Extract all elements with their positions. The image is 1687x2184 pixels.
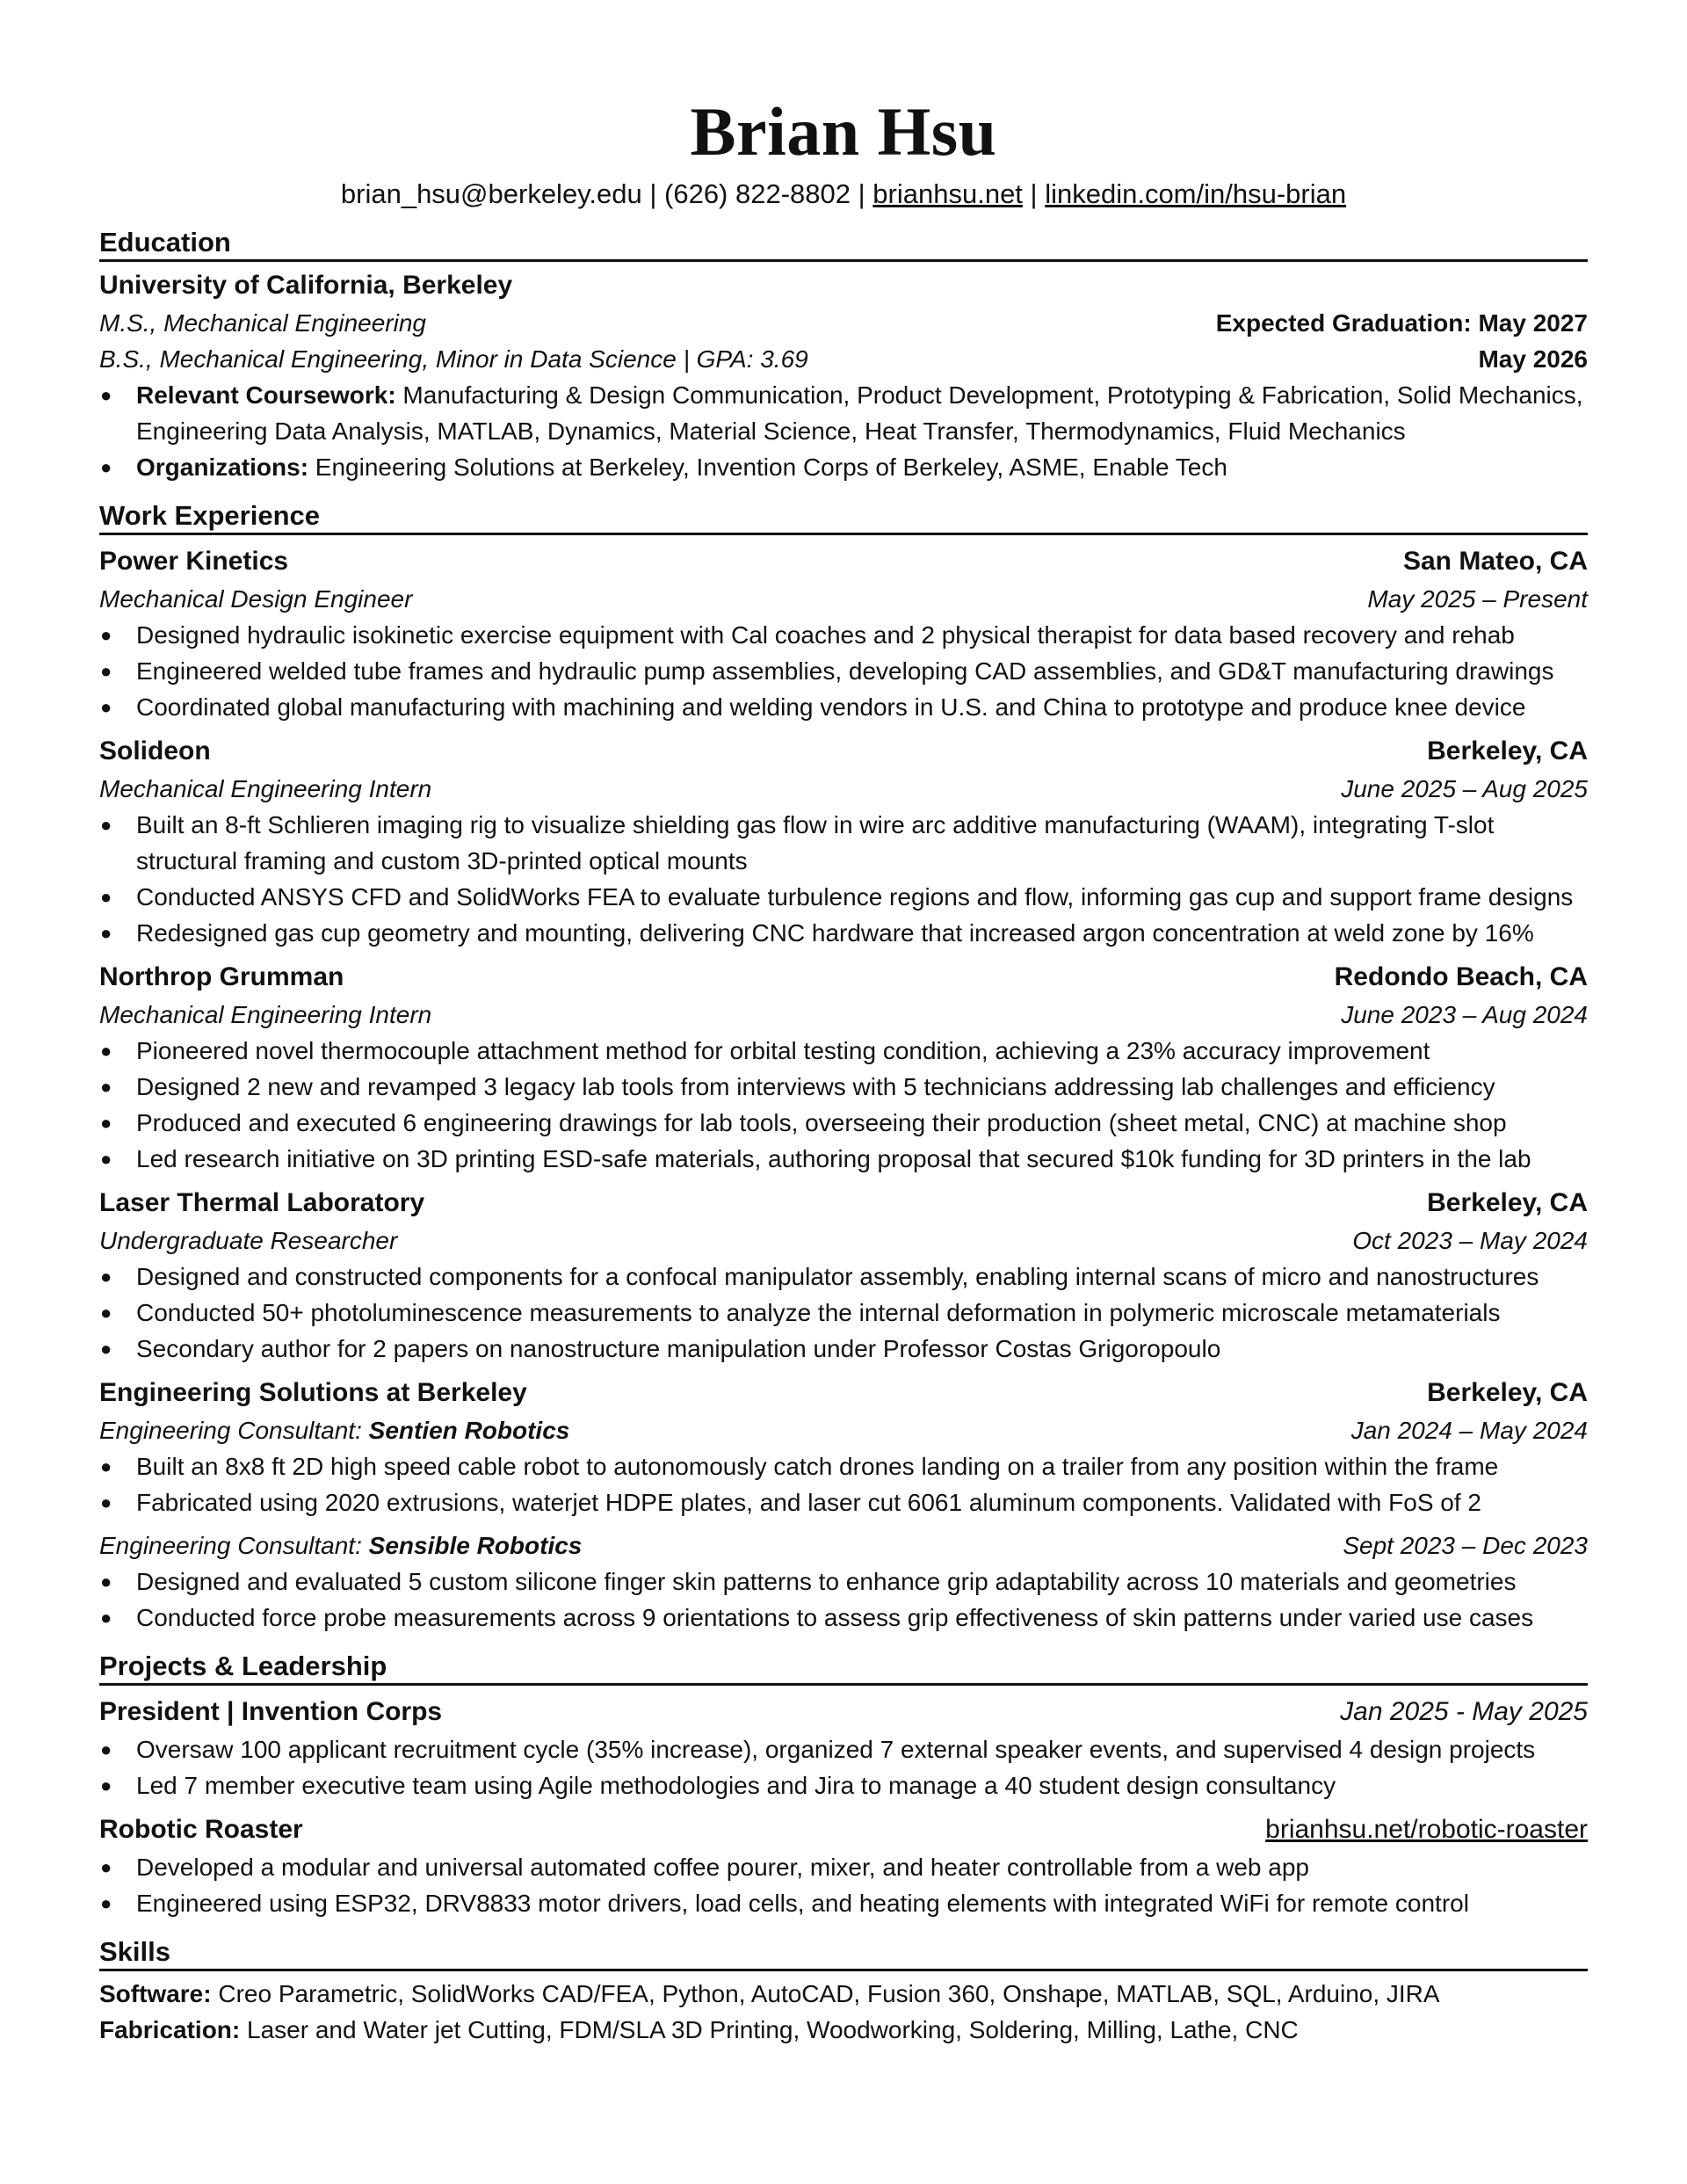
projects-section [99,1650,1588,1921]
project-name: Robotic Roaster [99,1815,303,1844]
job-role: Mechanical Engineering Intern [99,1001,432,1028]
job-entry-power-kinetics [99,542,1588,725]
company-name: Engineering Solutions at Berkeley [99,1378,527,1407]
list-item: ● Organizations: Engineering Solutions at Berkeley, Invention Corps of Berkeley, ASME, Enable Tech [99,449,1588,485]
list-item: ● Built an 8x8 ft 2D high speed cable robot to autonomously catch drones landing on a trailer from any position within the frame [99,1448,1588,1484]
list-item: ● Built an 8-ft Schlieren imaging rig to visualize shielding gas flow in wire arc additive manufacturing (WAAM), integrating T-slot structural framing and custom 3D-printed optical mounts [99,807,1588,879]
section-title-projects: Projects & Leadership [99,1650,1588,1686]
list-item: ● Led 7 member executive team using Agile methodologies and Jira to manage a 40 student design consultancy [99,1767,1588,1803]
project-link[interactable]: brianhsu.net/robotic-roaster [1265,1815,1588,1844]
degree-row [99,305,1588,341]
degree-ms: M.S., Mechanical Engineering [99,309,426,337]
job-entry-laser-thermal-lab [99,1184,1588,1367]
company-location: Berkeley, CA [1427,1188,1588,1217]
project-entry-invention-corps [99,1693,1588,1803]
list-item: ● Oversaw 100 applicant recruitment cycle (35% increase), organized 7 external speaker events, and supervised 4 design projects [99,1731,1588,1767]
list-item: ● Secondary author for 2 papers on nanostructure manipulation under Professor Costas Grigoropoulo [99,1331,1588,1367]
email-text: brian_hsu@berkeley.edu [340,178,642,209]
company-name: Solideon [99,736,211,765]
list-item: ● Fabricated using 2020 extrusions, waterjet HDPE plates, and laser cut 6061 aluminum components. Validated with FoS of 2 [99,1484,1588,1520]
degree-bs: B.S., Mechanical Engineering, Minor in Data Science | GPA: 3.69 [99,345,808,373]
list-item: ● Designed and constructed components for a confocal manipulator assembly, enabling internal scans of micro and nanostructures [99,1259,1588,1295]
work-section [99,499,1588,1636]
degree-ms-date: Expected Graduation: May 2027 [1215,309,1588,337]
company-name: Laser Thermal Laboratory [99,1188,425,1217]
candidate-name: Brian Hsu [690,93,997,170]
list-item: ● Engineered welded tube frames and hydraulic pump assemblies, developing CAD assemblies, and GD&T manufacturing drawings [99,653,1588,689]
project-name: President | Invention Corps [99,1697,443,1726]
job-role: Engineering Consultant: Sentien Robotics [99,1417,570,1444]
website-link[interactable]: brianhsu.net [872,178,1023,209]
list-item: ● Developed a modular and universal automated coffee pourer, mixer, and heater controllable from a web app [99,1849,1588,1885]
company-location: Redondo Beach, CA [1334,962,1588,991]
job-role: Mechanical Design Engineer [99,585,413,613]
skills-fabrication: Fabrication: Laser and Water jet Cutting, FDM/SLA 3D Printing, Woodworking, Soldering, Milling, Lathe, CNC [99,2016,1299,2043]
job-dates: June 2023 – Aug 2024 [1341,1001,1588,1028]
job-dates: June 2025 – Aug 2025 [1341,775,1588,802]
client-name: Sensible Robotics [368,1532,583,1559]
company-name: Northrop Grumman [99,962,344,991]
education-bullets [99,377,1588,485]
list-item: ● Designed 2 new and revamped 3 legacy lab tools from interviews with 5 technicians addressing lab challenges and efficiency [99,1069,1588,1105]
list-item: ● Designed hydraulic isokinetic exercise equipment with Cal coaches and 2 physical therapist for data based recovery and rehab [99,617,1588,653]
section-title-education: Education [99,226,1588,262]
project-entry-robotic-roaster [99,1810,1588,1921]
degree-row [99,341,1588,377]
education-section [99,226,1588,485]
phone-text: (626) 822-8802 [664,178,851,209]
linkedin-link[interactable]: linkedin.com/in/hsu-brian [1045,178,1347,209]
list-item: ● Conducted force probe measurements across 9 orientations to assess grip effectiveness of skin patterns under varied use cases [99,1600,1588,1636]
list-item: ● Coordinated global manufacturing with machining and welding vendors in U.S. and China to prototype and produce knee device [99,689,1588,725]
school-row [99,266,1588,305]
job-dates: May 2025 – Present [1367,585,1588,613]
list-item: ● Relevant Coursework: Manufacturing & Design Communication, Product Development, Prototyping & Fabrication, Solid Mechanics, Engineering Data Analysis, MATLAB, Dynamics, Material Science, Heat Transfer, Thermodynamics, Fluid Mechanics [99,377,1588,449]
list-item: ● Conducted 50+ photoluminescence measurements to analyze the internal deformation in polymeric microscale metamaterials [99,1295,1588,1331]
list-item: ● Designed and evaluated 5 custom silicone finger skin patterns to enhance grip adaptability across 10 materials and geometries [99,1564,1588,1600]
list-item: ● Engineered using ESP32, DRV8833 motor drivers, load cells, and heating elements with integrated WiFi for remote control [99,1885,1588,1921]
job-role: Mechanical Engineering Intern [99,775,432,802]
job-role: Engineering Consultant: Sensible Robotics [99,1532,583,1559]
job-dates: Jan 2024 – May 2024 [1350,1417,1588,1444]
job-role: Undergraduate Researcher [99,1227,398,1254]
company-location: Berkeley, CA [1427,736,1588,765]
company-location: Berkeley, CA [1427,1378,1588,1407]
degree-bs-date: May 2026 [1478,345,1588,373]
job-entry-engineering-solutions [99,1374,1588,1636]
list-item: ● Conducted ANSYS CFD and SolidWorks FEA to evaluate turbulence regions and flow, informing gas cup and support frame designs [99,879,1588,915]
project-dates: Jan 2025 - May 2025 [1340,1697,1588,1726]
section-title-skills: Skills [99,1935,1588,1971]
job-dates: Oct 2023 – May 2024 [1352,1227,1588,1254]
list-item: ● Redesigned gas cup geometry and mounting, delivering CNC hardware that increased argon concentration at weld zone by 16% [99,915,1588,951]
job-entry-solideon [99,732,1588,951]
school-name: University of California, Berkeley [99,271,513,300]
skills-software: Software: Creo Parametric, SolidWorks CAD/FEA, Python, AutoCAD, Fusion 360, Onshape, MATLAB, SQL, Arduino, JIRA [99,1980,1440,2007]
company-name: Power Kinetics [99,547,289,576]
skills-section [99,1935,1588,2048]
section-title-work: Work Experience [99,499,1588,535]
list-item: ● Pioneered novel thermocouple attachment method for orbital testing condition, achieving a 23% accuracy improvement [99,1033,1588,1069]
list-item: ● Produced and executed 6 engineering drawings for lab tools, overseeing their production (sheet metal, CNC) at machine shop [99,1105,1588,1141]
job-entry-northrop-grumman [99,958,1588,1177]
resume-page [99,92,1588,2048]
job-dates: Sept 2023 – Dec 2023 [1343,1532,1588,1559]
client-name: Sentien Robotics [368,1417,570,1444]
company-location: San Mateo, CA [1402,547,1588,576]
contact-line: brian_hsu@berkeley.edu | (626) 822-8802 | brianhsu.net | linkedin.com/in/hsu-brian [340,178,1347,209]
list-item: ● Led research initiative on 3D printing ESD-safe materials, authoring proposal that secured $10k funding for 3D printers in the lab [99,1141,1588,1177]
